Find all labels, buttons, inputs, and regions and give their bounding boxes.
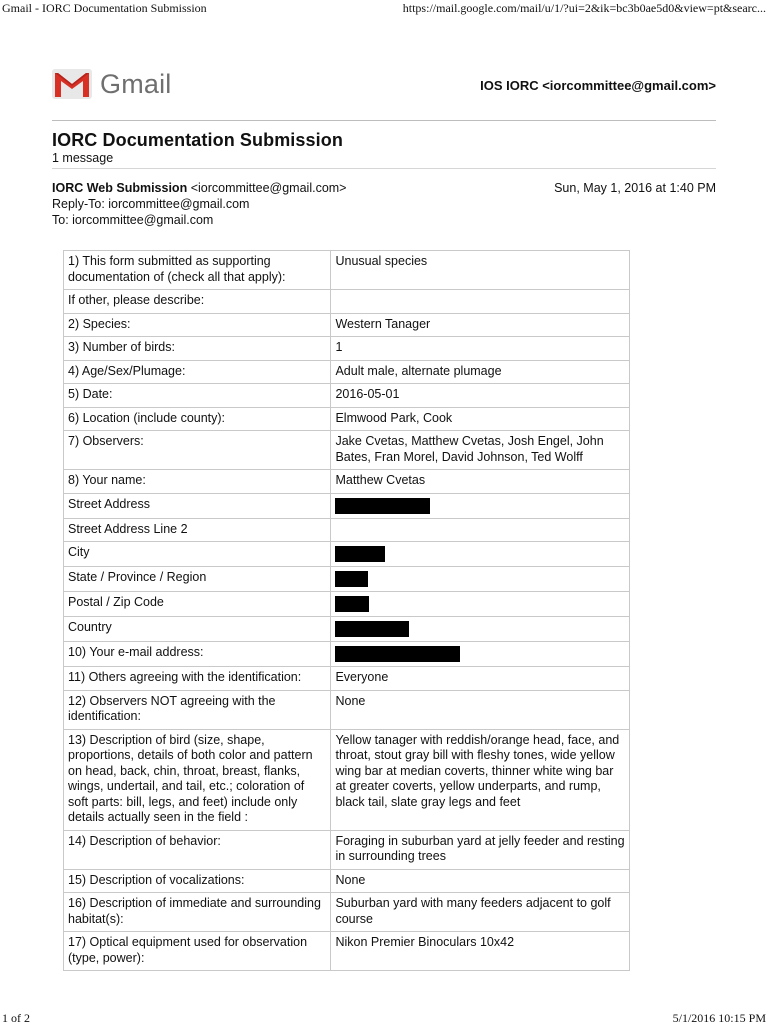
- table-row: [64, 470, 630, 494]
- table-row: [64, 251, 630, 290]
- answer-cell: 1: [331, 337, 630, 361]
- message-count: 1 message: [52, 151, 114, 165]
- answer-cell: [331, 617, 630, 642]
- answer-cell: [331, 290, 630, 314]
- question-cell: 11) Others agreeing with the identification:: [64, 667, 331, 691]
- answer-cell: Western Tanager: [331, 313, 630, 337]
- message-meta: [52, 180, 346, 228]
- question-cell: Postal / Zip Code: [64, 592, 331, 617]
- table-row: [64, 893, 630, 932]
- answer-cell: Suburban yard with many feeders adjacent to golf course: [331, 893, 630, 932]
- question-cell: 1) This form submitted as supporting documentation of (check all that apply):: [64, 251, 331, 290]
- answer-cell: [331, 567, 630, 592]
- table-row: [64, 869, 630, 893]
- gmail-m-icon: [52, 69, 92, 99]
- table-row: [64, 729, 630, 830]
- question-cell: 15) Description of vocalizations:: [64, 869, 331, 893]
- print-header-title: Gmail - IORC Documentation Submission: [2, 1, 207, 15]
- email-subject: IORC Documentation Submission: [52, 130, 343, 150]
- table-row: [64, 642, 630, 667]
- gmail-logo[interactable]: [52, 66, 172, 102]
- answer-cell: Adult male, alternate plumage: [331, 360, 630, 384]
- question-cell: State / Province / Region: [64, 567, 331, 592]
- redaction-block: [335, 498, 430, 514]
- message-date: Sun, May 1, 2016 at 1:40 PM: [554, 181, 716, 195]
- table-row: [64, 337, 630, 361]
- print-header-url: https://mail.google.com/mail/u/1/?ui=2&ik=bc3b0ae5d0&view=pt&searc...: [402, 1, 766, 15]
- table-row: [64, 542, 630, 567]
- table-row: [64, 932, 630, 971]
- answer-cell: Jake Cvetas, Matthew Cvetas, Josh Engel, John Bates, Fran Morel, David Johnson, Ted Wolff: [331, 431, 630, 470]
- header-divider: [52, 120, 716, 121]
- answer-cell: Foraging in suburban yard at jelly feeder and resting in surrounding trees: [331, 830, 630, 869]
- answer-cell: [331, 518, 630, 542]
- question-cell: 17) Optical equipment used for observation (type, power):: [64, 932, 331, 971]
- question-cell: 4) Age/Sex/Plumage:: [64, 360, 331, 384]
- reply-to: Reply-To: iorcommittee@gmail.com: [52, 197, 250, 211]
- table-row: [64, 518, 630, 542]
- table-row: [64, 567, 630, 592]
- redaction-block: [335, 646, 460, 662]
- answer-cell: [331, 642, 630, 667]
- answer-cell: 2016-05-01: [331, 384, 630, 408]
- sender-line: [52, 180, 346, 196]
- answer-cell: Yellow tanager with reddish/orange head, face, and throat, stout gray bill with fleshy tones, wide yellow wing bar at median coverts, thinner white wing bar at greater coverts, yellow underparts, and rump, black tail, slate gray legs and feet: [331, 729, 630, 830]
- answer-cell: Unusual species: [331, 251, 630, 290]
- redaction-block: [335, 546, 385, 562]
- question-cell: City: [64, 542, 331, 567]
- print-timestamp: 5/1/2016 10:15 PM: [672, 1011, 766, 1025]
- print-header: [0, 0, 770, 18]
- table-row: [64, 313, 630, 337]
- answer-cell: [331, 592, 630, 617]
- answer-cell: [331, 542, 630, 567]
- answer-cell: [331, 493, 630, 518]
- question-cell: 6) Location (include county):: [64, 407, 331, 431]
- sender-name: IORC Web Submission: [52, 181, 188, 195]
- recipient-to: To: iorcommittee@gmail.com: [52, 213, 214, 227]
- print-footer: [0, 1010, 770, 1028]
- table-row: [64, 690, 630, 729]
- submission-table: [63, 250, 630, 971]
- redaction-block: [335, 621, 409, 637]
- table-row: [64, 407, 630, 431]
- question-cell: 16) Description of immediate and surrounding habitat(s):: [64, 893, 331, 932]
- table-row: [64, 384, 630, 408]
- table-row: [64, 830, 630, 869]
- sender-email: <iorcommittee@gmail.com>: [190, 181, 347, 195]
- redaction-block: [335, 571, 368, 587]
- table-row: [64, 493, 630, 518]
- question-cell: If other, please describe:: [64, 290, 331, 314]
- question-cell: Street Address Line 2: [64, 518, 331, 542]
- subject-divider: [52, 168, 716, 169]
- answer-cell: Nikon Premier Binoculars 10x42: [331, 932, 630, 971]
- question-cell: 7) Observers:: [64, 431, 331, 470]
- account-label: IOS IORC <iorcommittee@gmail.com>: [480, 78, 716, 93]
- table-row: [64, 290, 630, 314]
- gmail-wordmark: Gmail: [100, 68, 172, 99]
- answer-cell: None: [331, 690, 630, 729]
- page-counter: 1 of 2: [2, 1011, 30, 1025]
- question-cell: 5) Date:: [64, 384, 331, 408]
- question-cell: 10) Your e-mail address:: [64, 642, 331, 667]
- question-cell: 12) Observers NOT agreeing with the identification:: [64, 690, 331, 729]
- redaction-block: [335, 596, 369, 612]
- table-row: [64, 431, 630, 470]
- answer-cell: Matthew Cvetas: [331, 470, 630, 494]
- question-cell: Country: [64, 617, 331, 642]
- table-row: [64, 617, 630, 642]
- answer-cell: Elmwood Park, Cook: [331, 407, 630, 431]
- table-row: [64, 592, 630, 617]
- question-cell: 14) Description of behavior:: [64, 830, 331, 869]
- question-cell: 13) Description of bird (size, shape, proportions, details of both color and pattern on head, back, chin, throat, breast, flanks, wings, undertail, and tail, etc.; coloration of soft parts: bill, legs, and feet) include only details actually seen in the field :: [64, 729, 331, 830]
- question-cell: 8) Your name:: [64, 470, 331, 494]
- question-cell: 2) Species:: [64, 313, 331, 337]
- answer-cell: None: [331, 869, 630, 893]
- table-row: [64, 360, 630, 384]
- answer-cell: Everyone: [331, 667, 630, 691]
- question-cell: Street Address: [64, 493, 331, 518]
- question-cell: 3) Number of birds:: [64, 337, 331, 361]
- table-row: [64, 667, 630, 691]
